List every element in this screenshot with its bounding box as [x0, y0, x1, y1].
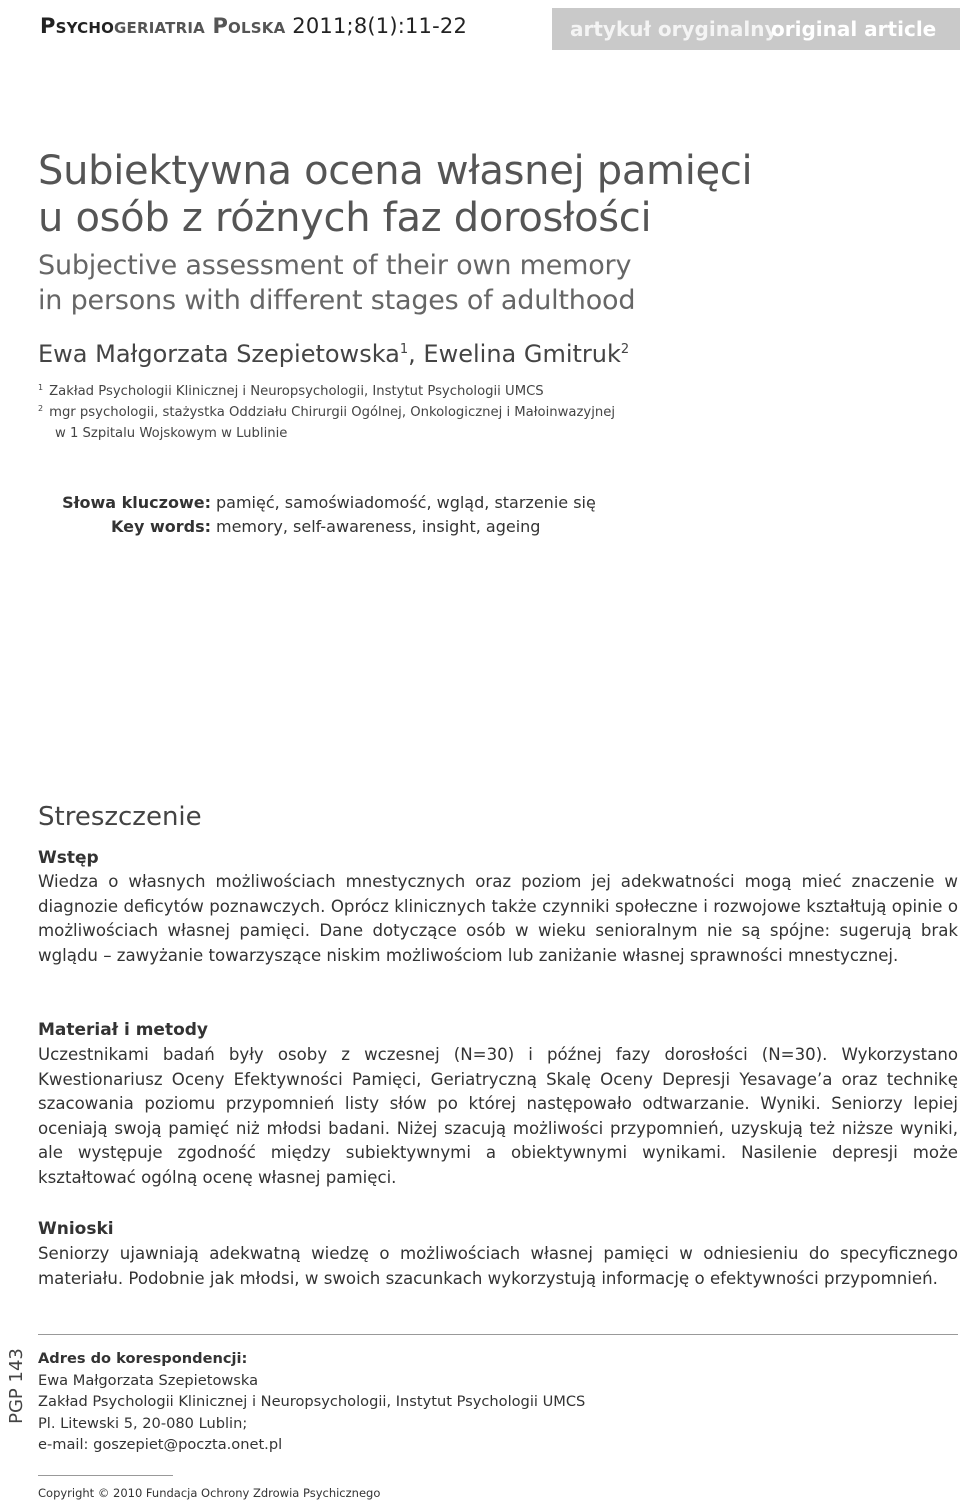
methods-heading: Materiał i metody [38, 1020, 208, 1040]
correspondence-email[interactable]: e-mail: goszepiet@poczta.onet.pl [38, 1436, 283, 1453]
keywords-pl-value: pamięć, samoświadomość, wgląd, starzenie się [216, 493, 596, 512]
conclusions-heading: Wnioski [38, 1219, 114, 1239]
title-english [38, 248, 918, 318]
affiliation-2 [38, 398, 938, 444]
journal-citation [40, 14, 467, 38]
title-polish-line2: u osób z różnych faz dorosłości [38, 195, 652, 241]
journal-issue: 2011;8(1):11-22 [292, 14, 468, 38]
intro-paragraph: Wiedza o własnych możliwościach mnestycznych oraz poziom jej adekwatności mogą mieć znaczenie w diagnozie deficytów poznawczych. Oprócz klinicznych także czynniki społeczne i rozwojowe kształtują opinie o możliwościach własnej pamięci. Dane dotyczące osób w wieku senioralnym nie są spójne: sugerują brak wglądu – zawyżanie towarzyszące niskim możliwościom lub zaniżanie własnej sprawności mnestycznej. [38, 872, 958, 965]
affiliation-2-text-line2: w 1 Szpitalu Wojskowym w Lublinie [55, 426, 288, 441]
journal-brand-rest: geriatria Polska [114, 14, 286, 38]
affiliation-1-number: 1 [38, 383, 44, 392]
copyright-notice: Copyright © 2010 Fundacja Ochrony Zdrowia Psychicznego [38, 1486, 381, 1500]
author-list [38, 340, 629, 368]
author-1-affiliation-mark: 1 [399, 342, 409, 357]
article-type-badge [552, 8, 960, 50]
article-type-pl: artykuł oryginalny [570, 17, 778, 41]
correspondence-block [38, 1348, 585, 1456]
correspondence-divider [38, 1334, 958, 1335]
article-type-en: original article [771, 17, 937, 41]
affiliation-2-text-line1: mgr psychologii, stażystka Oddziału Chirurgii Ogólnej, Onkologicznej i Małoinwazyjnej [49, 405, 615, 420]
keywords-en-value: memory, self-awareness, insight, ageing [216, 517, 541, 536]
journal-header [40, 8, 960, 50]
author-separator: , [408, 340, 424, 368]
methods-paragraph: Uczestnikami badań były osoby z wczesnej (N=30) i późnej fazy dorosłości (N=30). Wykorzystano Kwestionariusz Oceny Efektywności Pamięci, Geriatryczną Skalę Oceny Depresji Yesavage’a oraz technikę szacowania poziomu przypomnień listy słów po której następowało odtwarzanie. Wyniki. Seniorzy lepiej oceniają swoją pamięć niż młodsi badani. Niżej szacują możliwości przypomnień, uzyskują też niższe wyniki, ale występuje zgodność między subiektywnymi a obiektywnymi wynikami. Nasilenie depresji może kształtować ogólną ocenę własnej pamięci. [38, 1045, 958, 1187]
keywords-en-label: Key words: [110, 517, 211, 536]
author-2: Ewelina Gmitruk [423, 340, 621, 368]
intro-heading: Wstęp [38, 848, 99, 868]
side-page-number: PGP 143 [6, 1348, 27, 1424]
title-polish [38, 148, 918, 242]
abstract-heading: Streszczenie [38, 802, 202, 832]
correspondence-name: Ewa Małgorzata Szepietowska [38, 1371, 259, 1389]
correspondence-institution: Zakład Psychologii Klinicznej i Neuropsychologii, Instytut Psychologii UMCS [38, 1393, 586, 1410]
author-1: Ewa Małgorzata Szepietowska [38, 340, 400, 368]
journal-brand: Psycho [40, 14, 115, 38]
affiliation-2-number: 2 [38, 404, 44, 413]
title-english-line2: in persons with different stages of adulthood [38, 285, 636, 316]
conclusions-paragraph: Seniorzy ujawniają adekwatną wiedzę o możliwościach własnej pamięci w odniesieniu do specyficznego materiału. Podobnie jak młodsi, w swoich szacunkach wykorzystują informację o efektywności przypomnień. [38, 1244, 958, 1288]
author-2-affiliation-mark: 2 [620, 342, 630, 357]
title-english-line1: Subjective assessment of their own memory [38, 250, 632, 281]
correspondence-address: Pl. Litewski 5, 20-080 Lublin; [38, 1414, 248, 1432]
footer-divider [38, 1475, 173, 1476]
title-polish-line1: Subiektywna ocena własnej pamięci [38, 148, 753, 194]
keywords-pl-label: Słowa kluczowe: [62, 493, 211, 512]
affiliation-1-text: Zakład Psychologii Klinicznej i Neuropsychologii, Instytut Psychologii UMCS [49, 384, 544, 399]
correspondence-heading: Adres do korespondencji: [38, 1350, 248, 1367]
